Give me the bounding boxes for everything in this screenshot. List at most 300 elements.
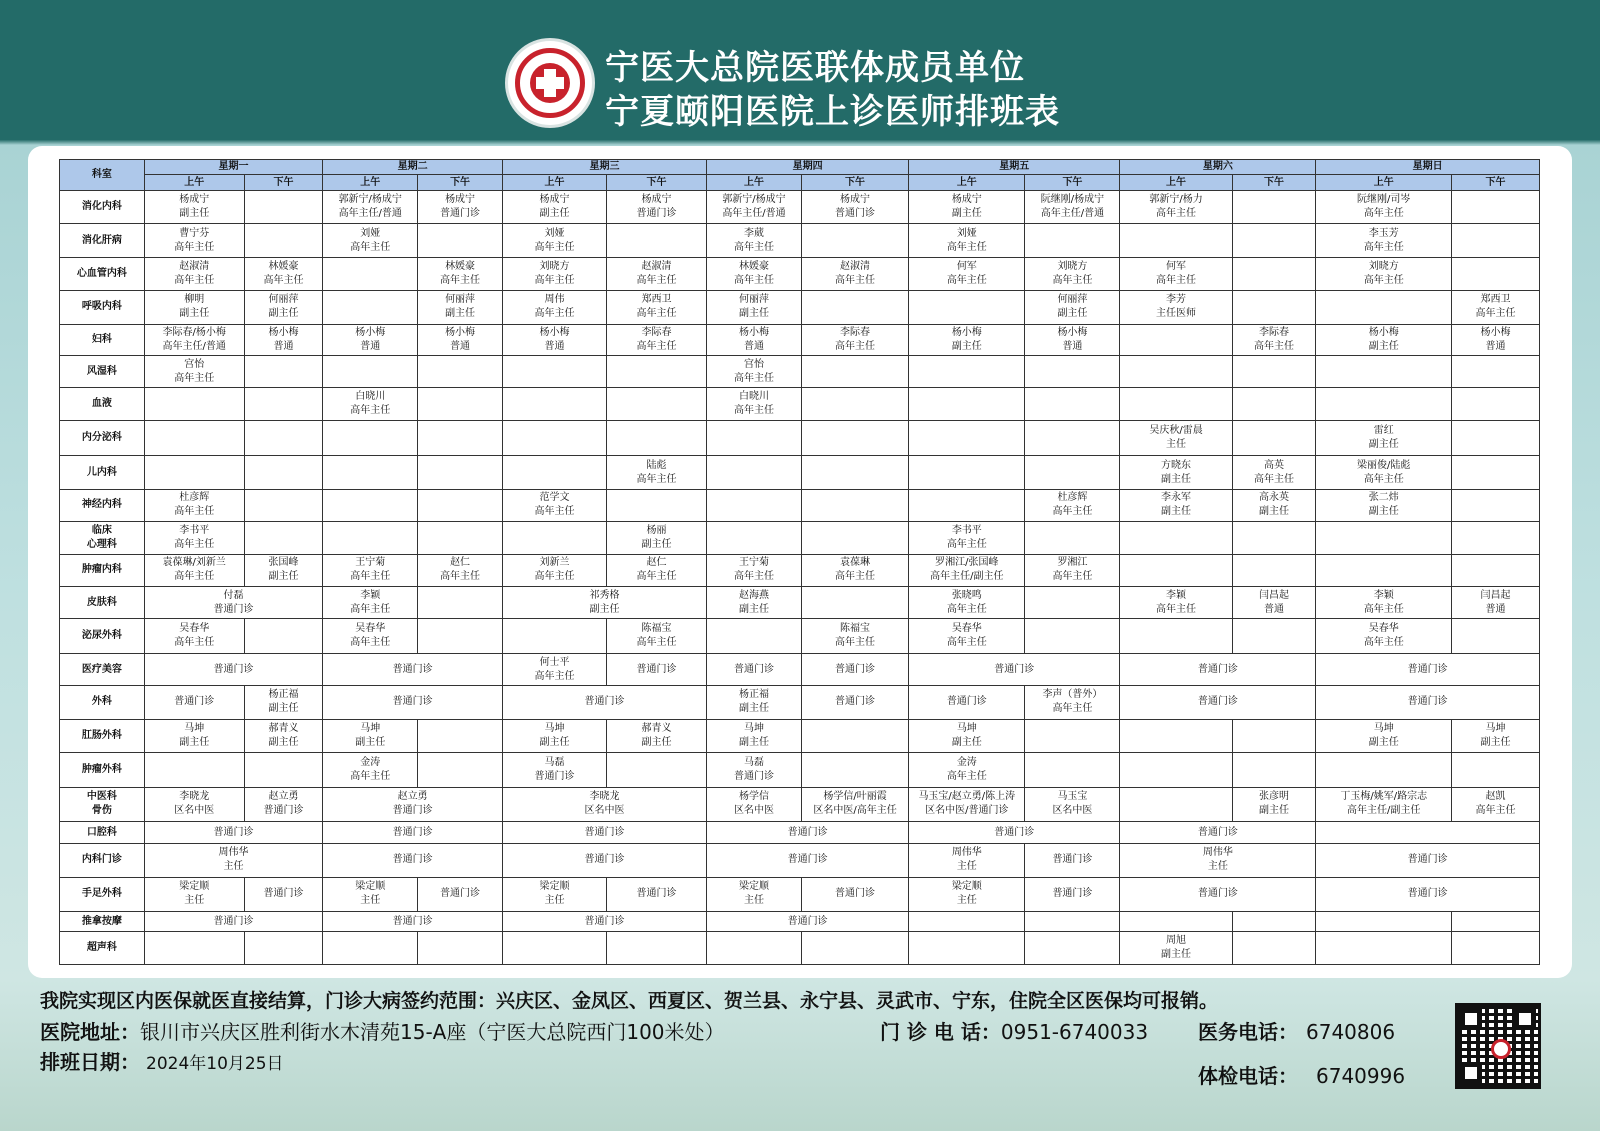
table-row bbox=[60, 356, 1540, 388]
pm-header: 下午 bbox=[1232, 175, 1316, 191]
schedule-cell bbox=[418, 753, 503, 787]
schedule-cell: 张彦明 副主任 bbox=[1232, 787, 1316, 821]
schedule-cell: 普通门诊 bbox=[1316, 686, 1540, 719]
schedule-cell: 普通门诊 bbox=[1316, 877, 1540, 911]
schedule-cell: 郝青义 副主任 bbox=[244, 719, 323, 752]
schedule-cell bbox=[909, 291, 1025, 324]
schedule-cell: 何丽萍 副主任 bbox=[707, 291, 802, 324]
dept-name: 临床 心理科 bbox=[60, 522, 145, 554]
pm-header: 下午 bbox=[244, 175, 323, 191]
schedule-cell bbox=[418, 224, 503, 257]
schedule-cell bbox=[1316, 388, 1452, 420]
table-row bbox=[60, 619, 1540, 653]
hospital-logo-icon bbox=[505, 38, 595, 128]
schedule-cell bbox=[244, 191, 323, 224]
day-header: 星期五 bbox=[909, 160, 1120, 175]
schedule-cell bbox=[244, 420, 323, 455]
schedule-cell: 杜彦辉 高年主任 bbox=[1025, 489, 1120, 521]
dept-name: 中医科 骨伤 bbox=[60, 787, 145, 821]
schedule-cell: 李晓龙 区名中医 bbox=[502, 787, 706, 821]
schedule-cell: 普通门诊 bbox=[909, 686, 1025, 719]
schedule-cell bbox=[418, 719, 503, 752]
schedule-cell bbox=[1452, 522, 1540, 554]
schedule-cell bbox=[418, 388, 503, 420]
table-row bbox=[60, 489, 1540, 521]
schedule-cell: 吴春华 高年主任 bbox=[323, 619, 418, 653]
schedule-cell: 闫昌起 普通 bbox=[1232, 586, 1316, 618]
schedule-cell: 普通门诊 bbox=[502, 912, 706, 932]
schedule-cell: 赵淑清 高年主任 bbox=[144, 257, 244, 290]
schedule-cell bbox=[707, 456, 802, 489]
schedule-cell: 王宁菊 高年主任 bbox=[707, 554, 802, 586]
schedule-cell: 郑西卫 高年主任 bbox=[607, 291, 707, 324]
schedule-cell: 刘晓方 高年主任 bbox=[1316, 257, 1452, 290]
schedule-cell: 赵海燕 副主任 bbox=[707, 586, 802, 618]
am-header: 上午 bbox=[1120, 175, 1232, 191]
table-row bbox=[60, 456, 1540, 489]
table-row bbox=[60, 787, 1540, 821]
schedule-cell: 马坤 副主任 bbox=[502, 719, 606, 752]
schedule-cell bbox=[801, 719, 908, 752]
schedule-cell bbox=[1025, 586, 1120, 618]
schedule-cell bbox=[1120, 554, 1232, 586]
schedule-cell: 金涛 高年主任 bbox=[909, 753, 1025, 787]
schedule-cell bbox=[707, 932, 802, 965]
schedule-cell: 梁定顺 主任 bbox=[144, 877, 244, 911]
schedule-cell bbox=[244, 456, 323, 489]
schedule-cell bbox=[909, 356, 1025, 388]
pm-header: 下午 bbox=[1025, 175, 1120, 191]
table-row bbox=[60, 912, 1540, 932]
schedule-cell bbox=[1316, 356, 1452, 388]
schedule-cell: 李晓龙 区名中医 bbox=[144, 787, 244, 821]
schedule-cell bbox=[801, 291, 908, 324]
table-row bbox=[60, 388, 1540, 420]
schedule-cell: 赵立勇 普通门诊 bbox=[323, 787, 503, 821]
schedule-cell bbox=[244, 224, 323, 257]
schedule-cell bbox=[418, 522, 503, 554]
schedule-cell: 马磊 普通门诊 bbox=[502, 753, 606, 787]
am-header: 上午 bbox=[323, 175, 418, 191]
schedule-cell: 杨成宁 普通门诊 bbox=[801, 191, 908, 224]
table-row bbox=[60, 224, 1540, 257]
dept-name: 泌尿外科 bbox=[60, 619, 145, 653]
schedule-cell bbox=[1025, 388, 1120, 420]
schedule-cell bbox=[1316, 291, 1452, 324]
day-header: 星期六 bbox=[1120, 160, 1316, 175]
schedule-cell bbox=[1316, 821, 1540, 843]
schedule-cell bbox=[1452, 420, 1540, 455]
schedule-cell: 普通门诊 bbox=[323, 653, 503, 685]
schedule-cell: 丁玉梅/姚军/路宗志 高年主任/副主任 bbox=[1316, 787, 1452, 821]
schedule-cell: 普通门诊 bbox=[1120, 686, 1316, 719]
schedule-cell: 杨成宁 副主任 bbox=[502, 191, 606, 224]
schedule-cell: 吴春华 高年主任 bbox=[144, 619, 244, 653]
address-line bbox=[40, 1016, 725, 1045]
schedule-cell: 普通门诊 bbox=[909, 821, 1120, 843]
schedule-table bbox=[59, 159, 1540, 965]
schedule-cell: 李际春 高年主任 bbox=[1232, 324, 1316, 355]
schedule-cell bbox=[1025, 719, 1120, 752]
schedule-cell: 杜彦辉 高年主任 bbox=[144, 489, 244, 521]
schedule-cell: 高英 高年主任 bbox=[1232, 456, 1316, 489]
schedule-cell bbox=[909, 489, 1025, 521]
table-row bbox=[60, 844, 1540, 877]
schedule-cell bbox=[418, 932, 503, 965]
table-row bbox=[60, 686, 1540, 719]
schedule-cell: 赵淑清 高年主任 bbox=[607, 257, 707, 290]
schedule-cell bbox=[1316, 932, 1452, 965]
schedule-cell: 白晓川 高年主任 bbox=[323, 388, 418, 420]
schedule-cell: 普通门诊 bbox=[1120, 821, 1316, 843]
schedule-cell: 普通门诊 bbox=[323, 686, 503, 719]
schedule-cell bbox=[1120, 619, 1232, 653]
schedule-cell: 杨正福 副主任 bbox=[244, 686, 323, 719]
schedule-cell: 柳明 副主任 bbox=[144, 291, 244, 324]
am-header: 上午 bbox=[502, 175, 606, 191]
schedule-cell bbox=[502, 388, 606, 420]
schedule-cell bbox=[1452, 257, 1540, 290]
schedule-cell bbox=[1452, 456, 1540, 489]
schedule-cell bbox=[707, 619, 802, 653]
schedule-cell: 刘娅 高年主任 bbox=[502, 224, 606, 257]
schedule-cell: 马磊 普通门诊 bbox=[707, 753, 802, 787]
schedule-cell bbox=[1452, 489, 1540, 521]
schedule-cell: 金涛 高年主任 bbox=[323, 753, 418, 787]
schedule-cell bbox=[502, 619, 606, 653]
pm-header: 下午 bbox=[1452, 175, 1540, 191]
schedule-cell bbox=[1232, 554, 1316, 586]
schedule-cell bbox=[1452, 753, 1540, 787]
schedule-cell bbox=[502, 356, 606, 388]
table-row bbox=[60, 653, 1540, 685]
table-row bbox=[60, 191, 1540, 224]
schedule-cell: 杨小梅 普通 bbox=[502, 324, 606, 355]
schedule-cell: 马坤 副主任 bbox=[909, 719, 1025, 752]
schedule-cell: 马坤 副主任 bbox=[1452, 719, 1540, 752]
table-row bbox=[60, 554, 1540, 586]
schedule-cell bbox=[323, 489, 418, 521]
medical-phone-value: 6740806 bbox=[1306, 1020, 1396, 1044]
schedule-cell bbox=[418, 420, 503, 455]
schedule-cell bbox=[1232, 224, 1316, 257]
dept-name: 口腔科 bbox=[60, 821, 145, 843]
dept-name: 医疗美容 bbox=[60, 653, 145, 685]
schedule-cell bbox=[1232, 522, 1316, 554]
schedule-cell: 何丽萍 副主任 bbox=[244, 291, 323, 324]
dept-name: 消化肝病 bbox=[60, 224, 145, 257]
schedule-cell: 付磊 普通门诊 bbox=[144, 586, 323, 618]
schedule-cell bbox=[607, 388, 707, 420]
schedule-cell: 吴春华 高年主任 bbox=[1316, 619, 1452, 653]
schedule-cell: 普通门诊 bbox=[323, 821, 503, 843]
schedule-cell: 普通门诊 bbox=[707, 653, 802, 685]
schedule-cell bbox=[1452, 224, 1540, 257]
table-row bbox=[60, 719, 1540, 752]
day-header: 星期四 bbox=[707, 160, 909, 175]
schedule-cell: 刘晓方 高年主任 bbox=[1025, 257, 1120, 290]
schedule-cell: 杨小梅 普通 bbox=[1025, 324, 1120, 355]
schedule-cell: 王宁菊 高年主任 bbox=[323, 554, 418, 586]
am-header: 上午 bbox=[1316, 175, 1452, 191]
day-header: 星期二 bbox=[323, 160, 503, 175]
schedule-cell bbox=[801, 586, 908, 618]
schedule-cell bbox=[1025, 912, 1120, 932]
schedule-cell bbox=[418, 456, 503, 489]
schedule-cell: 李芳 主任医师 bbox=[1120, 291, 1232, 324]
dept-name: 超声科 bbox=[60, 932, 145, 965]
schedule-cell: 杨小梅 副主任 bbox=[1316, 324, 1452, 355]
schedule-cell bbox=[707, 522, 802, 554]
schedule-cell: 马坤 副主任 bbox=[323, 719, 418, 752]
pm-header: 下午 bbox=[418, 175, 503, 191]
schedule-cell bbox=[909, 420, 1025, 455]
schedule-cell: 郑西卫 高年主任 bbox=[1452, 291, 1540, 324]
schedule-cell: 普通门诊 bbox=[323, 912, 503, 932]
schedule-cell: 马玉宝 区名中医 bbox=[1025, 787, 1120, 821]
schedule-cell bbox=[1120, 787, 1232, 821]
schedule-cell bbox=[418, 489, 503, 521]
dept-name: 内科门诊 bbox=[60, 844, 145, 877]
schedule-cell: 周伟华 主任 bbox=[144, 844, 323, 877]
schedule-cell: 马玉宝/赵立勇/陈上涛 区名中医/普通门诊 bbox=[909, 787, 1025, 821]
schedule-cell bbox=[1452, 191, 1540, 224]
exam-phone bbox=[1198, 1060, 1405, 1089]
schedule-cell bbox=[1025, 619, 1120, 653]
schedule-cell: 林媛豪 高年主任 bbox=[707, 257, 802, 290]
schedule-cell bbox=[1120, 324, 1232, 355]
schedule-cell: 梁定顺 主任 bbox=[707, 877, 802, 911]
schedule-cell: 高永英 副主任 bbox=[1232, 489, 1316, 521]
table-row bbox=[60, 324, 1540, 355]
schedule-cell bbox=[801, 420, 908, 455]
schedule-cell: 杨成宁 普通门诊 bbox=[418, 191, 503, 224]
dept-name: 呼吸内科 bbox=[60, 291, 145, 324]
schedule-cell bbox=[1232, 257, 1316, 290]
schedule-cell bbox=[1232, 291, 1316, 324]
schedule-cell: 罗湘江/张国峰 高年主任/副主任 bbox=[909, 554, 1025, 586]
medical-phone-label: 医务电话： bbox=[1198, 1020, 1298, 1044]
table-row bbox=[60, 932, 1540, 965]
schedule-cell bbox=[1452, 356, 1540, 388]
schedule-cell bbox=[323, 420, 418, 455]
schedule-cell: 阮继刚/杨成宁 高年主任/普通 bbox=[1025, 191, 1120, 224]
address-label: 医院地址： bbox=[40, 1020, 140, 1044]
schedule-cell: 李际春 高年主任 bbox=[607, 324, 707, 355]
schedule-cell bbox=[502, 420, 606, 455]
schedule-cell bbox=[1232, 388, 1316, 420]
schedule-cell: 吴春华 高年主任 bbox=[909, 619, 1025, 653]
schedule-cell: 郝青义 副主任 bbox=[607, 719, 707, 752]
schedule-cell: 李声（普外） 高年主任 bbox=[1025, 686, 1120, 719]
title-line-1: 宁医大总院医联体成员单位 bbox=[605, 48, 1025, 88]
schedule-cell: 普通门诊 bbox=[707, 844, 909, 877]
schedule-cell bbox=[1120, 719, 1232, 752]
schedule-cell: 杨成宁 普通门诊 bbox=[607, 191, 707, 224]
schedule-cell bbox=[607, 356, 707, 388]
day-header: 星期日 bbox=[1316, 160, 1540, 175]
schedule-cell: 普通门诊 bbox=[1025, 877, 1120, 911]
dept-name: 心血管内科 bbox=[60, 257, 145, 290]
table-row bbox=[60, 753, 1540, 787]
schedule-cell: 普通门诊 bbox=[502, 686, 706, 719]
schedule-cell: 李际春/杨小梅 高年主任/普通 bbox=[144, 324, 244, 355]
table-row bbox=[60, 257, 1540, 290]
schedule-cell: 雷红 副主任 bbox=[1316, 420, 1452, 455]
day-header: 星期一 bbox=[144, 160, 323, 175]
schedule-cell: 宫怡 高年主任 bbox=[707, 356, 802, 388]
schedule-cell: 普通门诊 bbox=[244, 877, 323, 911]
schedule-cell: 曹宁芬 高年主任 bbox=[144, 224, 244, 257]
schedule-date bbox=[40, 1046, 284, 1075]
schedule-cell: 普通门诊 bbox=[1120, 653, 1316, 685]
schedule-cell: 普通门诊 bbox=[607, 653, 707, 685]
schedule-cell bbox=[1120, 912, 1232, 932]
schedule-cell bbox=[607, 753, 707, 787]
schedule-cell: 普通门诊 bbox=[502, 844, 706, 877]
schedule-cell bbox=[1120, 356, 1232, 388]
schedule-cell bbox=[1025, 932, 1120, 965]
schedule-cell bbox=[1452, 388, 1540, 420]
dept-name: 皮肤科 bbox=[60, 586, 145, 618]
schedule-cell: 何丽萍 副主任 bbox=[418, 291, 503, 324]
schedule-cell: 祁秀格 副主任 bbox=[502, 586, 706, 618]
schedule-cell: 赵淑清 高年主任 bbox=[801, 257, 908, 290]
schedule-cell: 郭新宁/杨力 高年主任 bbox=[1120, 191, 1232, 224]
schedule-cell bbox=[1232, 619, 1316, 653]
schedule-cell bbox=[801, 522, 908, 554]
dept-name: 血液 bbox=[60, 388, 145, 420]
schedule-cell bbox=[607, 932, 707, 965]
dept-header: 科室 bbox=[60, 160, 145, 191]
schedule-cell: 马坤 副主任 bbox=[1316, 719, 1452, 752]
am-header: 上午 bbox=[144, 175, 244, 191]
schedule-cell bbox=[323, 257, 418, 290]
schedule-cell: 梁定顺 主任 bbox=[323, 877, 418, 911]
insurance-notice: 我院实现区内医保就医直接结算，门诊大病签约范围：兴庆区、金凤区、西夏区、贺兰县、永宁县、灵武市、宁东，住院全区医保均可报销。 bbox=[40, 990, 1219, 1012]
schedule-cell: 普通门诊 bbox=[707, 912, 909, 932]
schedule-cell: 梁定顺 主任 bbox=[502, 877, 606, 911]
schedule-cell: 李际春 高年主任 bbox=[801, 324, 908, 355]
schedule-cell bbox=[144, 420, 244, 455]
schedule-cell: 陈福宝 高年主任 bbox=[607, 619, 707, 653]
schedule-cell bbox=[1232, 912, 1316, 932]
dept-name: 肿瘤外科 bbox=[60, 753, 145, 787]
schedule-cell: 赵仁 高年主任 bbox=[418, 554, 503, 586]
qr-code-icon[interactable] bbox=[1455, 1003, 1541, 1089]
schedule-cell: 普通门诊 bbox=[909, 653, 1120, 685]
table-row bbox=[60, 586, 1540, 618]
schedule-cell bbox=[607, 224, 707, 257]
schedule-cell: 林媛豪 高年主任 bbox=[418, 257, 503, 290]
schedule-cell: 普通门诊 bbox=[144, 821, 323, 843]
schedule-cell: 普通门诊 bbox=[1316, 844, 1540, 877]
schedule-cell bbox=[502, 932, 606, 965]
exam-phone-value: 6740996 bbox=[1316, 1064, 1406, 1088]
schedule-cell: 李颖 高年主任 bbox=[1316, 586, 1452, 618]
schedule-cell: 刘新兰 高年主任 bbox=[502, 554, 606, 586]
schedule-cell bbox=[1316, 912, 1452, 932]
schedule-cell: 普通门诊 bbox=[144, 653, 323, 685]
schedule-cell: 杨成宁 副主任 bbox=[144, 191, 244, 224]
schedule-cell: 宫怡 高年主任 bbox=[144, 356, 244, 388]
schedule-cell bbox=[244, 522, 323, 554]
schedule-cell: 赵仁 高年主任 bbox=[607, 554, 707, 586]
schedule-cell: 张晓鸣 高年主任 bbox=[909, 586, 1025, 618]
schedule-cell bbox=[801, 456, 908, 489]
schedule-cell: 杨学信/叶丽霞 区名中医/高年主任 bbox=[801, 787, 908, 821]
dept-name: 消化内科 bbox=[60, 191, 145, 224]
schedule-cell bbox=[144, 753, 244, 787]
schedule-cell bbox=[1232, 753, 1316, 787]
schedule-cell bbox=[801, 932, 908, 965]
schedule-cell bbox=[244, 753, 323, 787]
schedule-cell: 李书平 高年主任 bbox=[144, 522, 244, 554]
schedule-date-value: 2024年10月25日 bbox=[146, 1054, 284, 1074]
schedule-body bbox=[60, 191, 1540, 965]
address-value: 银川市兴庆区胜利街水木清苑15-A座（宁医大总院西门100米处） bbox=[140, 1020, 725, 1044]
schedule-cell: 张国峰 副主任 bbox=[244, 554, 323, 586]
schedule-cell bbox=[801, 356, 908, 388]
schedule-cell bbox=[244, 619, 323, 653]
schedule-cell: 马坤 副主任 bbox=[144, 719, 244, 752]
schedule-cell bbox=[144, 388, 244, 420]
dept-name: 推拿按摩 bbox=[60, 912, 145, 932]
schedule-cell bbox=[607, 489, 707, 521]
schedule-cell bbox=[909, 932, 1025, 965]
schedule-cell: 周伟华 主任 bbox=[1120, 844, 1316, 877]
clinic-phone-value: 0951-6740033 bbox=[1000, 1020, 1149, 1044]
schedule-cell: 赵立勇 普通门诊 bbox=[244, 787, 323, 821]
schedule-cell bbox=[1452, 912, 1540, 932]
schedule-cell: 李葳 高年主任 bbox=[707, 224, 802, 257]
schedule-cell: 李书平 高年主任 bbox=[909, 522, 1025, 554]
schedule-cell: 何军 高年主任 bbox=[909, 257, 1025, 290]
schedule-cell: 普通门诊 bbox=[144, 686, 244, 719]
schedule-cell bbox=[607, 420, 707, 455]
schedule-cell bbox=[244, 388, 323, 420]
schedule-cell bbox=[244, 932, 323, 965]
table-row bbox=[60, 522, 1540, 554]
schedule-cell bbox=[502, 522, 606, 554]
schedule-cell: 刘娅 高年主任 bbox=[323, 224, 418, 257]
clinic-phone bbox=[880, 1016, 1148, 1045]
schedule-cell bbox=[144, 456, 244, 489]
schedule-cell: 普通门诊 bbox=[502, 821, 706, 843]
schedule-cell bbox=[244, 356, 323, 388]
schedule-cell bbox=[1120, 224, 1232, 257]
schedule-cell bbox=[323, 291, 418, 324]
schedule-cell: 何军 高年主任 bbox=[1120, 257, 1232, 290]
schedule-cell: 杨学信 区名中医 bbox=[707, 787, 802, 821]
schedule-cell: 何士平 高年主任 bbox=[502, 653, 606, 685]
schedule-cell: 周伟华 主任 bbox=[909, 844, 1025, 877]
schedule-cell: 白晓川 高年主任 bbox=[707, 388, 802, 420]
schedule-cell bbox=[1232, 932, 1316, 965]
schedule-cell bbox=[1452, 932, 1540, 965]
schedule-cell bbox=[801, 388, 908, 420]
title-line-2: 宁夏颐阳医院上诊医师排班表 bbox=[605, 92, 1060, 132]
schedule-cell: 闫昌起 普通 bbox=[1452, 586, 1540, 618]
schedule-cell bbox=[1452, 619, 1540, 653]
schedule-cell: 梁丽俊/陆彪 高年主任 bbox=[1316, 456, 1452, 489]
schedule-cell bbox=[1232, 356, 1316, 388]
dept-name: 肛肠外科 bbox=[60, 719, 145, 752]
schedule-cell: 陆彪 高年主任 bbox=[607, 456, 707, 489]
schedule-cell: 普通门诊 bbox=[801, 877, 908, 911]
schedule-cell: 李颖 高年主任 bbox=[1120, 586, 1232, 618]
schedule-cell: 刘娅 高年主任 bbox=[909, 224, 1025, 257]
